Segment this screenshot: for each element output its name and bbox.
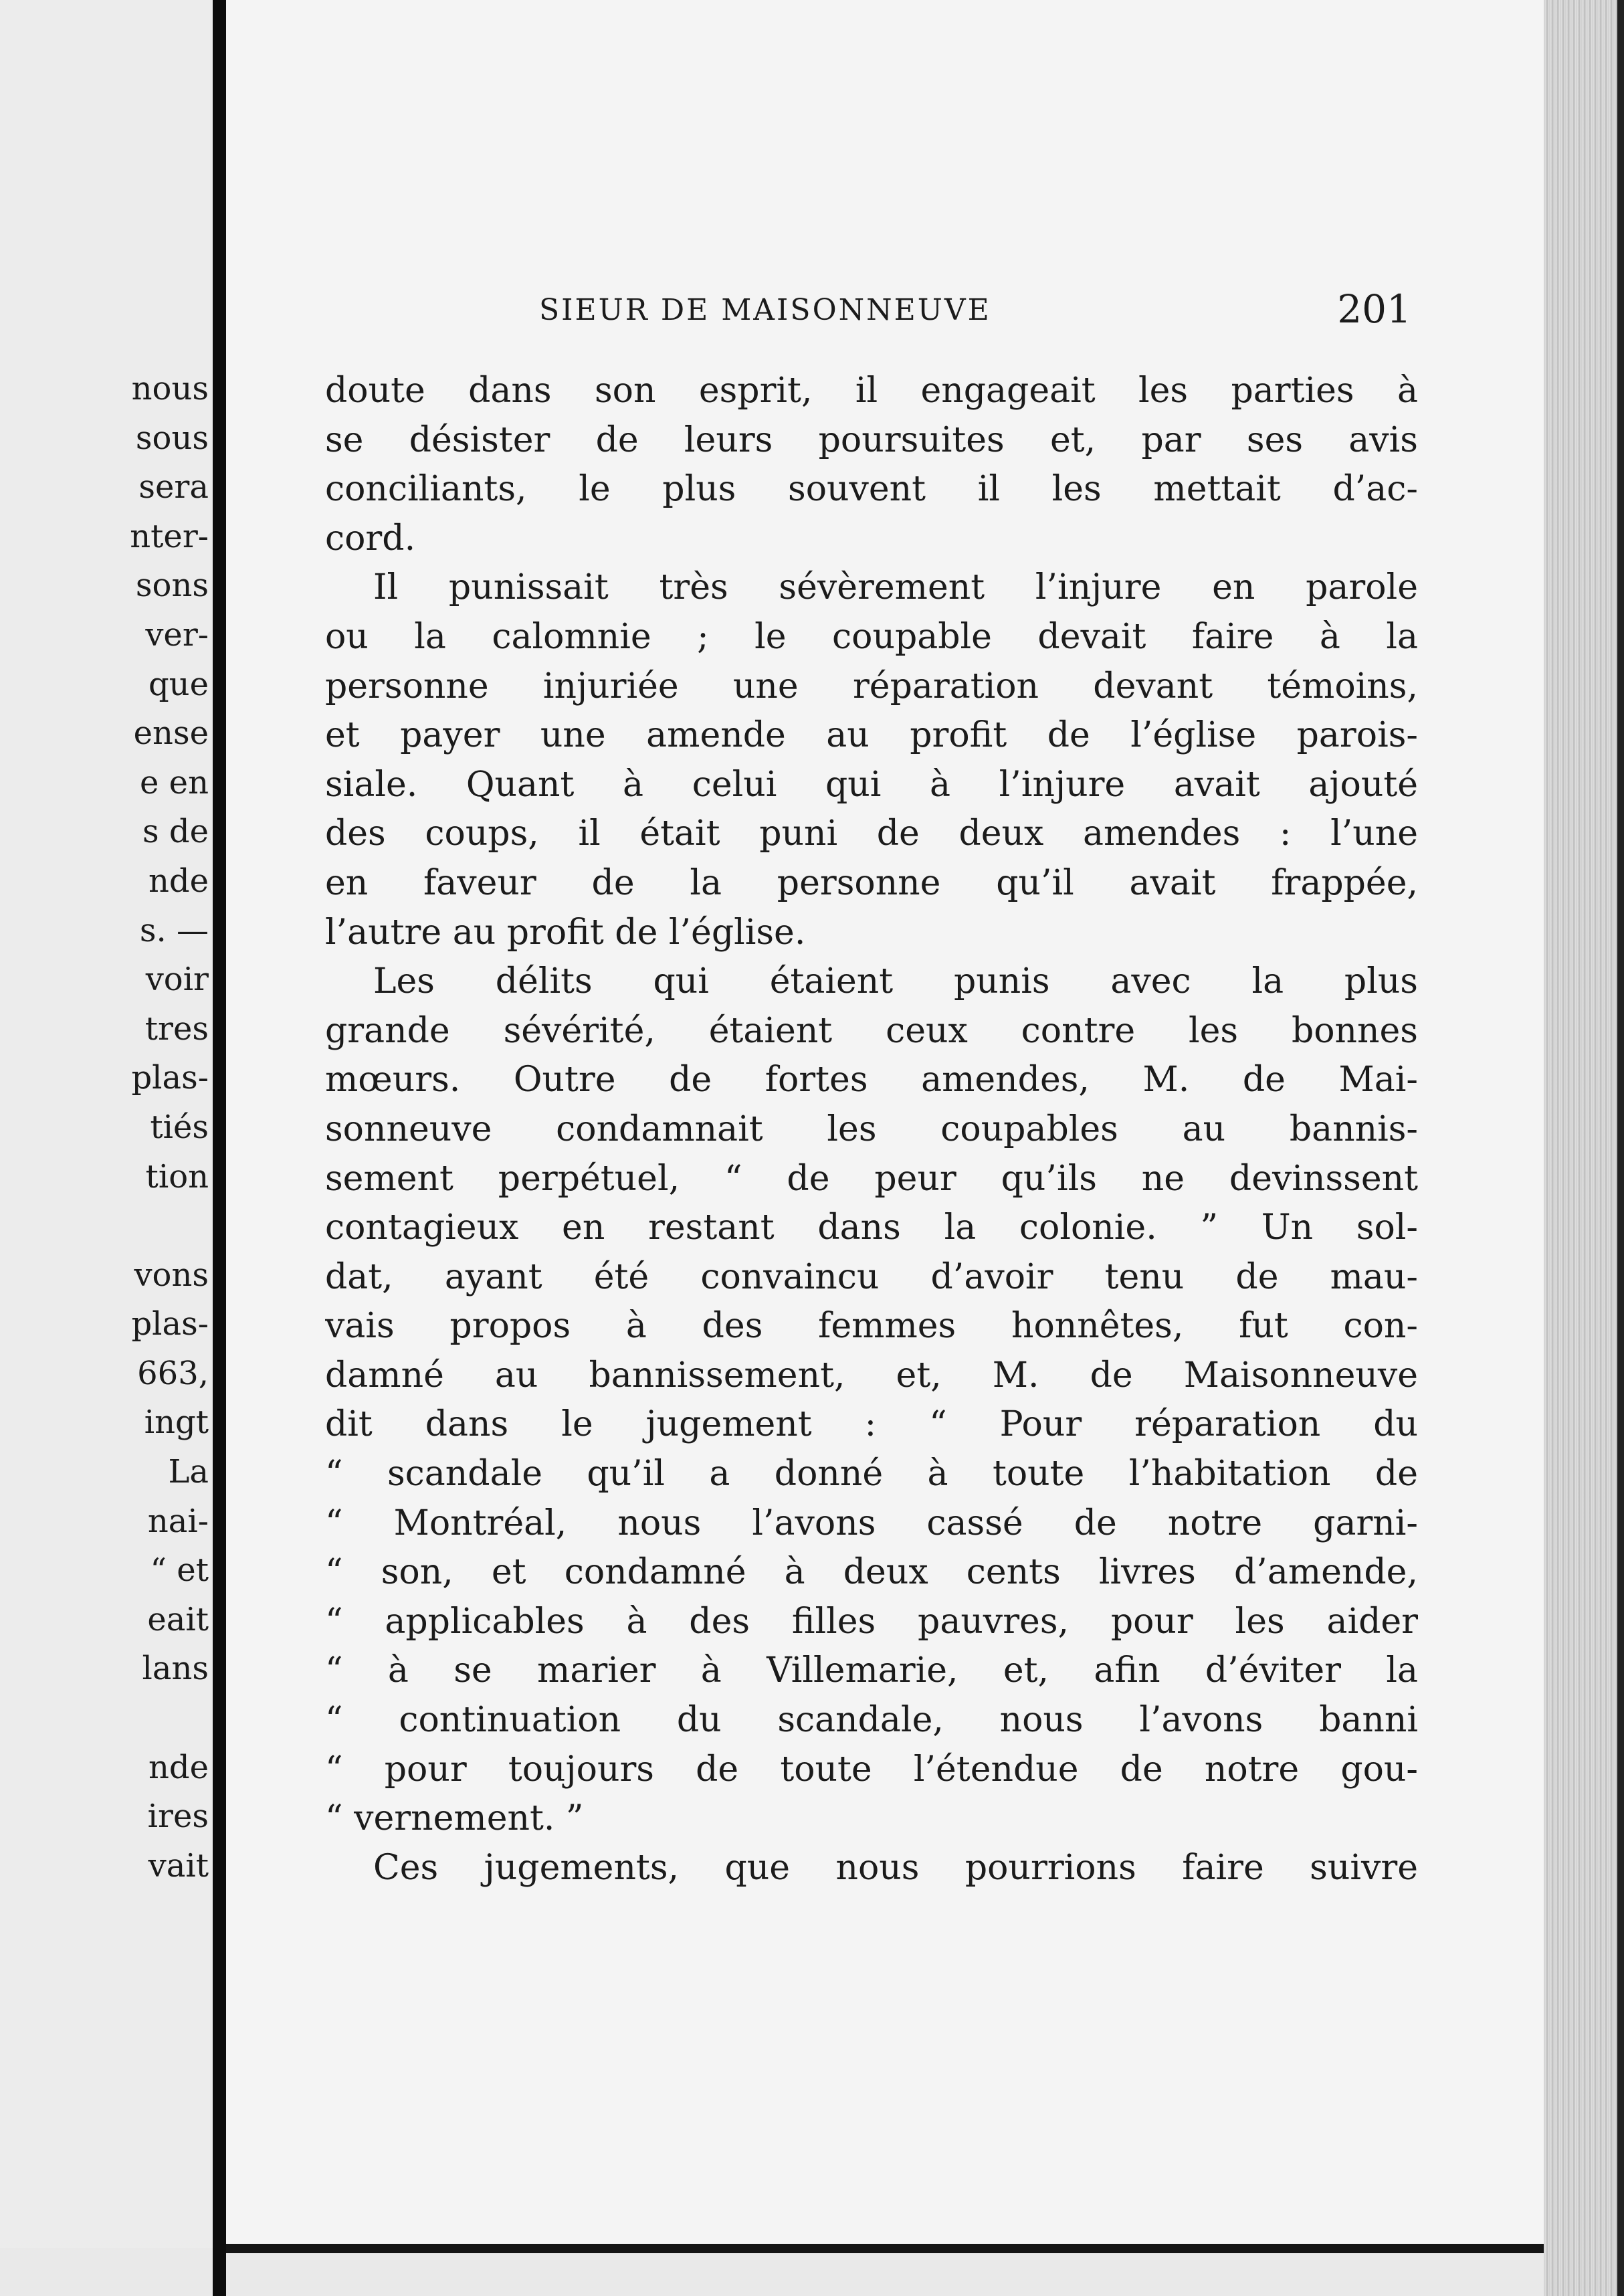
left-page-line-fragment: vons <box>134 1256 209 1294</box>
left-page-line-fragment: nde <box>148 1748 209 1786</box>
left-page-line-fragment: ver- <box>145 615 209 654</box>
running-head: SIEUR DE MAISONNEUVE <box>539 293 991 327</box>
text-line: “ Montréal, nous l’avons cassé de notre garni- <box>325 1503 1418 1543</box>
left-page-line-fragment: sons <box>135 567 209 605</box>
text-line: conciliants, le plus souvent il les mettait d’ac- <box>325 469 1418 510</box>
left-page-line-fragment: plas- <box>131 1059 209 1097</box>
left-page-text <box>0 365 209 1891</box>
text-line: ou la calomnie ; le coupable devait faire à la <box>325 616 1418 657</box>
left-page-line-fragment: sera <box>138 468 209 506</box>
text-line: “ son, et condamné à deux cents livres d’amende, <box>325 1552 1418 1593</box>
left-page-line-fragment: tres <box>144 1010 209 1048</box>
text-line: en faveur de la personne qu’il avait frappée, <box>325 862 1418 903</box>
text-line: “ à se marier à Villemarie, et, afin d’éviter la <box>325 1650 1418 1691</box>
left-page-line-fragment: s de <box>142 813 209 851</box>
book-gutter <box>213 0 226 2296</box>
text-line: sement perpétuel, “ de peur qu’ils ne devinssent <box>325 1158 1418 1199</box>
text-line: mœurs. Outre de fortes amendes, M. de Mai- <box>325 1060 1418 1101</box>
text-line: grande sévérité, étaient ceux contre les bonnes <box>325 1010 1418 1051</box>
text-line: “ scandale qu’il a donné à toute l’habitation de <box>325 1454 1418 1495</box>
text-line: “ pour toujours de toute l’étendue de notre gou- <box>325 1749 1418 1790</box>
left-page-line-fragment: que <box>148 665 209 703</box>
text-line: dat, ayant été convaincu d’avoir tenu de mau- <box>325 1256 1418 1297</box>
page-header <box>325 281 1418 334</box>
left-page-line-fragment: eait <box>147 1600 209 1638</box>
text-line: vais propos à des femmes honnêtes, fut con- <box>325 1306 1418 1347</box>
text-line: dit dans le jugement : “ Pour réparation du <box>325 1404 1418 1445</box>
text-line: Les délits qui étaient punis avec la plus <box>373 961 1418 1002</box>
text-line: “ vernement. ” <box>325 1798 584 1839</box>
body-text <box>325 367 1418 1893</box>
main-page <box>226 0 1544 2253</box>
text-line: Il punissait très sévèrement l’injure en parole <box>373 567 1418 608</box>
left-page-line-fragment: s. — <box>139 911 209 949</box>
text-line: se désister de leurs poursuites et, par ses avis <box>325 419 1418 460</box>
left-page-line-fragment: ires <box>147 1798 209 1836</box>
left-page-line-fragment <box>0 1202 209 1251</box>
text-line: sonneuve condamnait les coupables au bannis- <box>325 1109 1418 1149</box>
text-line: et payer une amende au profit de l’église parois- <box>325 715 1418 756</box>
left-page-line-fragment: tiés <box>150 1108 209 1146</box>
left-page-line-fragment: plas- <box>131 1305 209 1343</box>
text-line: Ces jugements, que nous pourrions faire suivre <box>373 1847 1418 1888</box>
text-line: contagieux en restant dans la colonie. ” Un sol- <box>325 1208 1418 1248</box>
left-page-line-fragment <box>0 1694 209 1743</box>
left-page-line-fragment: e en <box>140 763 209 801</box>
text-line: personne injuriée une réparation devant témoins, <box>325 666 1418 706</box>
text-line: siale. Quant à celui qui à l’injure avait ajouté <box>325 764 1418 805</box>
text-line: “ continuation du scandale, nous l’avons banni <box>325 1700 1418 1741</box>
left-page-line-fragment: vait <box>148 1846 209 1885</box>
text-line: l’autre au profit de l’église. <box>325 912 806 953</box>
left-page-line-fragment: ingt <box>144 1404 209 1442</box>
page-number: 201 <box>1337 286 1411 332</box>
left-page-line-fragment: tion <box>145 1157 209 1195</box>
left-page-line-fragment: ense <box>133 714 209 753</box>
left-page-line-fragment: “ et <box>150 1551 209 1590</box>
left-page-line-fragment: nter- <box>130 517 209 555</box>
left-facing-page <box>0 0 213 2248</box>
left-page-line-fragment: nai- <box>147 1502 209 1540</box>
text-line: damné au bannissement, et, M. de Maisonneuve <box>325 1355 1418 1396</box>
text-line: cord. <box>325 518 416 559</box>
left-page-line-fragment: 663, <box>137 1354 209 1392</box>
page-edges <box>1544 0 1624 2296</box>
text-line: doute dans son esprit, il engageait les parties à <box>325 371 1418 411</box>
text-line: des coups, il était puni de deux amendes : l’une <box>325 814 1418 854</box>
left-page-line-fragment: nous <box>131 370 209 407</box>
left-page-line-fragment: sous <box>135 419 209 457</box>
text-line: “ applicables à des filles pauvres, pour les aider <box>325 1601 1418 1642</box>
left-page-line-fragment: lans <box>142 1650 209 1688</box>
left-page-line-fragment: nde <box>148 862 209 900</box>
left-page-line-fragment: voir <box>145 961 209 999</box>
left-page-line-fragment: La <box>168 1453 209 1491</box>
